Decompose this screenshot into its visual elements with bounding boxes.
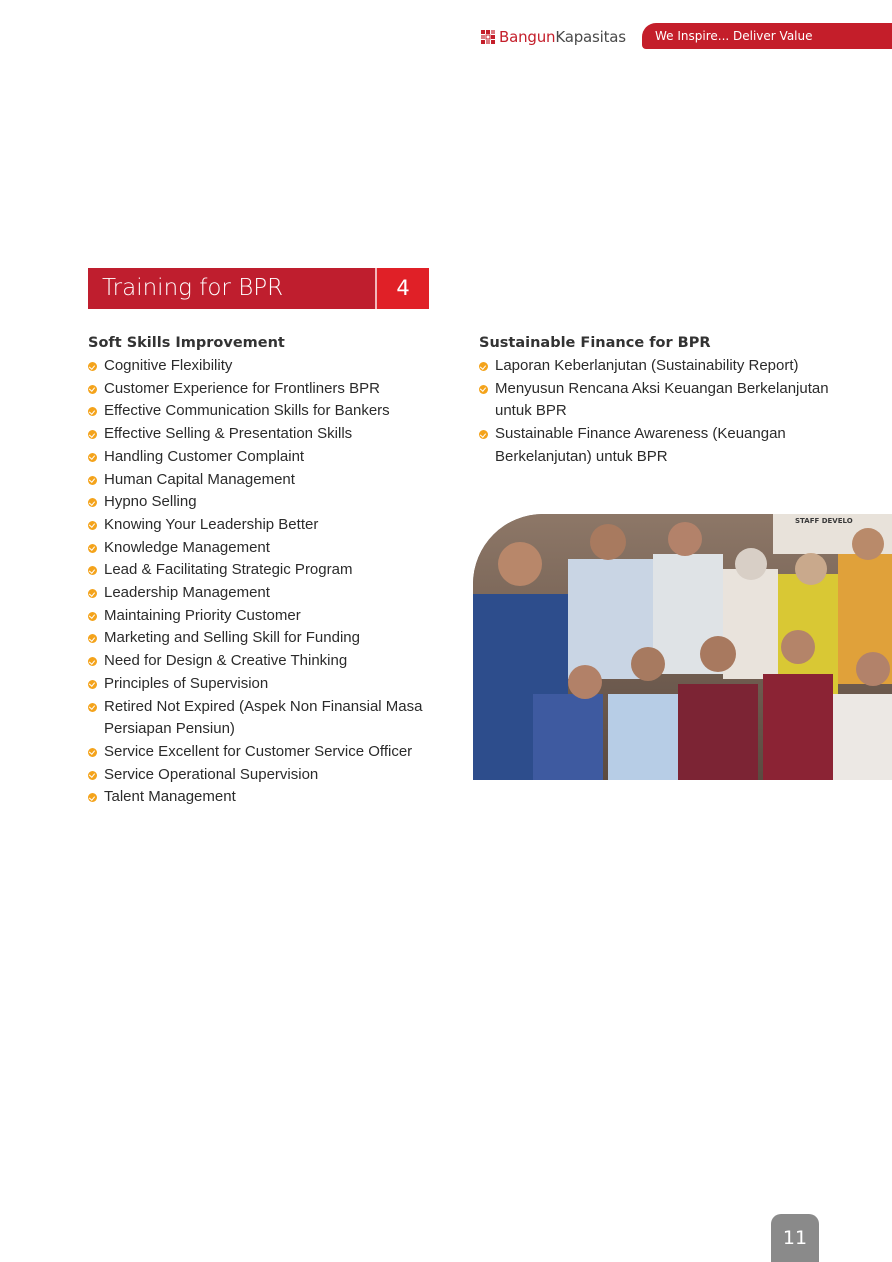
- page-number: 11: [771, 1214, 819, 1262]
- list-item-label: Knowing Your Leadership Better: [104, 515, 319, 533]
- list-item: [88, 786, 458, 809]
- check-bullet-icon: [88, 703, 97, 712]
- check-bullet-icon: [88, 362, 97, 371]
- brand-logo-icon: [481, 30, 495, 44]
- list-item: [88, 559, 458, 582]
- list-item-label: Customer Experience for Frontliners BPR: [104, 379, 380, 397]
- list-item-label: Cognitive Flexibility: [104, 357, 233, 374]
- list-item: [88, 627, 458, 650]
- check-bullet-icon: [479, 385, 488, 394]
- check-bullet-icon: [88, 680, 97, 689]
- list-item-label: Retired Not Expired (Aspek Non Finansial Masa Persiapan Pensiun): [104, 697, 423, 738]
- check-bullet-icon: [88, 634, 97, 643]
- list-item-label: Hypno Selling: [104, 493, 197, 511]
- list-item: [88, 514, 458, 537]
- check-bullet-icon: [88, 566, 97, 575]
- check-bullet-icon: [88, 748, 97, 757]
- list-item: [88, 491, 458, 514]
- sustainable-finance-column: [479, 334, 859, 469]
- check-bullet-icon: [88, 476, 97, 485]
- check-bullet-icon: [88, 612, 97, 621]
- soft-skills-column: [88, 334, 458, 809]
- section-header: [88, 268, 429, 309]
- list-item: [88, 537, 458, 560]
- list-item-label: Need for Design & Creative Thinking: [104, 652, 348, 670]
- list-item-label: Principles of Supervision: [104, 674, 269, 692]
- list-item: [88, 605, 458, 628]
- brand-name-part1: Bangun: [499, 28, 556, 46]
- check-bullet-icon: [88, 657, 97, 666]
- list-item-label: Human Capital Management: [104, 470, 295, 488]
- list-item-label: Service Operational Supervision: [104, 765, 319, 783]
- soft-skills-list: [88, 355, 458, 809]
- check-bullet-icon: [88, 771, 97, 780]
- list-item: [88, 696, 458, 741]
- list-item-label: Leadership Management: [104, 584, 270, 602]
- check-bullet-icon: [479, 430, 488, 439]
- check-bullet-icon: [479, 362, 488, 371]
- brand-logo: [481, 26, 626, 48]
- list-item-label: Menyusun Rencana Aksi Keuangan Berkelanjutan untuk BPR: [495, 379, 829, 420]
- photo-banner-text: STAFF DEVELO: [795, 517, 853, 525]
- brand-name: [499, 28, 626, 46]
- check-bullet-icon: [88, 430, 97, 439]
- list-item: [88, 741, 458, 764]
- check-bullet-icon: [88, 385, 97, 394]
- list-item-label: Knowledge Management: [104, 538, 270, 556]
- check-bullet-icon: [88, 544, 97, 553]
- check-bullet-icon: [88, 793, 97, 802]
- list-item-label: Maintaining Priority Customer: [104, 606, 301, 624]
- list-item: [88, 582, 458, 605]
- list-item: [479, 423, 859, 468]
- check-bullet-icon: [88, 407, 97, 416]
- sustainable-finance-title: Sustainable Finance for BPR: [479, 335, 711, 351]
- list-item-label: Marketing and Selling Skill for Funding: [104, 629, 360, 647]
- check-bullet-icon: [88, 498, 97, 507]
- list-item-label: Handling Customer Complaint: [104, 447, 305, 465]
- list-item: [88, 423, 458, 446]
- check-bullet-icon: [88, 589, 97, 598]
- list-item: [88, 469, 458, 492]
- list-item-label: Talent Management: [104, 788, 236, 806]
- check-bullet-icon: [88, 453, 97, 462]
- section-title: Training for BPR: [88, 268, 375, 309]
- list-item-label: Effective Selling & Presentation Skills: [104, 425, 353, 443]
- list-item: [479, 378, 859, 423]
- list-item: [88, 650, 458, 673]
- list-item-label: Service Excellent for Customer Service Officer: [104, 742, 413, 760]
- section-number: 4: [377, 268, 429, 309]
- brand-name-part2: Kapasitas: [555, 28, 626, 46]
- check-bullet-icon: [88, 521, 97, 530]
- list-item: [88, 378, 458, 401]
- list-item-label: Effective Communication Skills for Bankers: [104, 402, 390, 420]
- list-item: [88, 764, 458, 787]
- list-item: [88, 446, 458, 469]
- list-item: [88, 673, 458, 696]
- list-item-label: Sustainable Finance Awareness (Keuangan Berkelanjutan) untuk BPR: [495, 425, 786, 465]
- list-item: [88, 355, 458, 378]
- list-item-label: Lead & Facilitating Strategic Program: [104, 561, 353, 579]
- tagline-banner: We Inspire... Deliver Value: [642, 23, 892, 49]
- group-photo: [473, 514, 892, 780]
- list-item: [479, 355, 859, 378]
- list-item: [88, 400, 458, 423]
- sustainable-finance-list: [479, 355, 859, 469]
- group-photo-image: [473, 514, 892, 780]
- soft-skills-title: Soft Skills Improvement: [88, 335, 285, 351]
- list-item-label: Laporan Keberlanjutan (Sustainability Report): [495, 357, 799, 374]
